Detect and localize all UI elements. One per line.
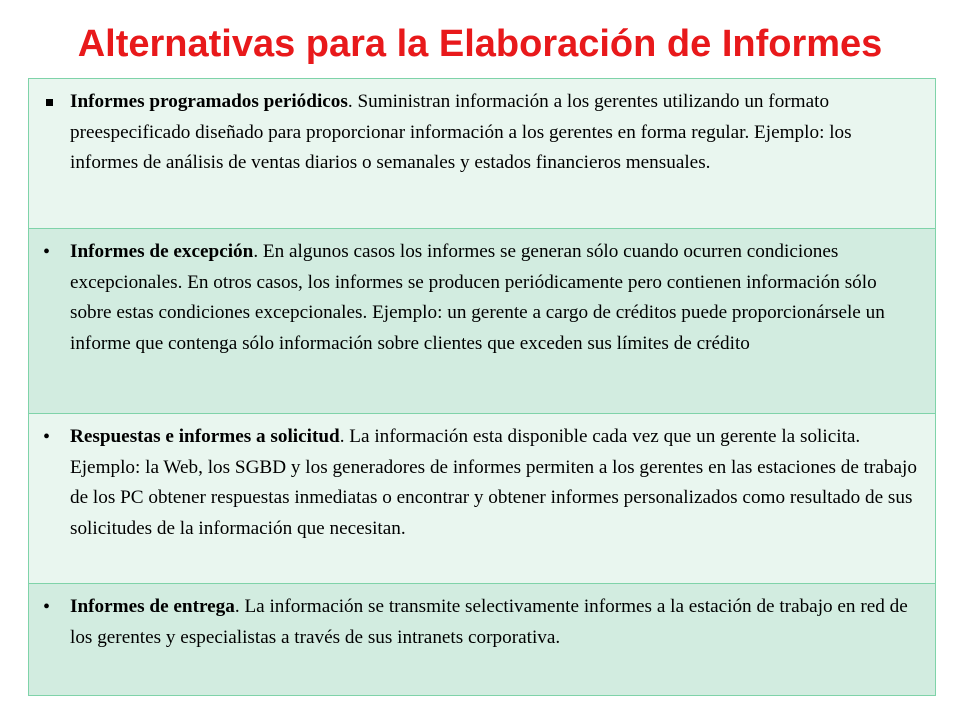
list-item — [43, 237, 921, 359]
table-row — [29, 79, 935, 229]
item-text — [70, 237, 921, 359]
item-heading: Respuestas e informes a solicitud — [70, 426, 340, 447]
item-heading: Informes programados periódicos — [70, 91, 348, 112]
round-bullet-icon: • — [43, 241, 51, 263]
square-bullet-icon — [46, 99, 53, 106]
item-body: . En algunos casos los informes se generan sólo cuando ocurren condiciones excepcionales. En otros casos, los informes se producen periódicamente pero contienen información sólo sobre estas condiciones excepcionales. Ejemplo: un gerente a cargo de créditos puede proporcionársele un informe que contenga sólo información sobre clientes que exceden sus límites de crédito — [70, 241, 885, 354]
item-heading: Informes de entrega — [70, 596, 235, 617]
round-bullet-icon: • — [43, 426, 51, 448]
table-row — [29, 414, 935, 584]
item-heading: Informes de excepción — [70, 241, 254, 262]
list-item — [43, 592, 921, 653]
round-bullet-icon: • — [43, 596, 51, 618]
page-title: Alternativas para la Elaboración de Informes — [77, 23, 883, 65]
item-text — [70, 87, 921, 179]
list-item — [43, 422, 921, 544]
list-item — [43, 87, 921, 179]
content-table — [28, 78, 936, 696]
item-body: . La información esta disponible cada vez que un gerente la solicita. Ejemplo: la Web, los SGBD y los generadores de informes permiten a los gerentes en las estaciones de trabajo de los PC obtener respuestas inmediatas o encontrar y obtener informes personalizados como resultado de sus solicitudes de la información que necesitan. — [70, 426, 917, 539]
item-text — [70, 422, 921, 544]
item-body: . La información se transmite selectivamente informes a la estación de trabajo en red de los gerentes y especialistas a través de sus intranets corporativa. — [70, 596, 908, 648]
table-row — [29, 584, 935, 695]
table-row — [29, 229, 935, 414]
item-body: . Suministran información a los gerentes utilizando un formato preespecificado diseñado para proporcionar información a los gerentes en forma regular. Ejemplo: los informes de análisis de ventas diarios o semanales y estados financieros mensuales. — [70, 91, 852, 173]
item-text — [70, 592, 921, 653]
